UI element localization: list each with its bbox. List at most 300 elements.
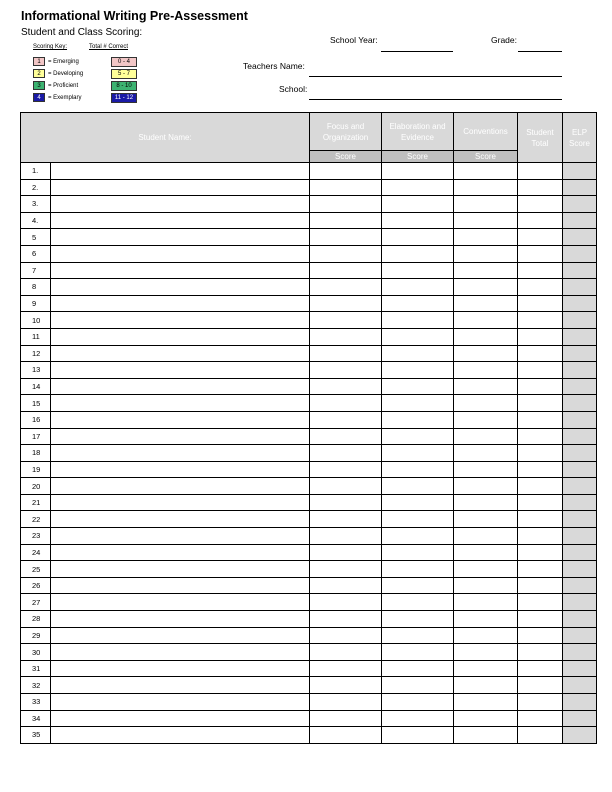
student-name-cell[interactable] [51,362,310,379]
row-number: 32 [21,677,51,694]
elaboration-score-cell[interactable] [382,445,454,462]
table-row [21,196,597,213]
focus-score-cell[interactable] [310,295,382,312]
elaboration-score-cell[interactable] [382,229,454,246]
elp-score-cell[interactable] [563,710,597,727]
school-year-field[interactable] [381,51,453,52]
row-number: 25 [21,561,51,578]
elaboration-score-cell[interactable] [382,362,454,379]
table-row [21,528,597,545]
table-row [21,544,597,561]
student-total-cell[interactable] [518,461,563,478]
elp-score-cell[interactable] [563,295,597,312]
student-name-cell[interactable] [51,411,310,428]
row-number: 14 [21,378,51,395]
student-total-cell[interactable] [518,245,563,262]
table-row [21,395,597,412]
student-name-cell[interactable] [51,312,310,329]
conventions-score-cell[interactable] [454,411,518,428]
table-row [21,660,597,677]
focus-score-cell[interactable] [310,279,382,296]
table-row [21,328,597,345]
elp-score-cell[interactable] [563,428,597,445]
row-number: 16 [21,411,51,428]
focus-score-cell[interactable] [310,312,382,329]
focus-score-cell[interactable] [310,196,382,213]
conventions-score-cell[interactable] [454,644,518,661]
student-name-cell[interactable] [51,611,310,628]
student-name-cell[interactable] [51,279,310,296]
student-total-cell[interactable] [518,445,563,462]
school-label: School: [279,84,308,94]
elp-score-header: ELP Score [563,113,597,163]
elp-score-cell[interactable] [563,511,597,528]
elaboration-score-cell[interactable] [382,428,454,445]
row-number: 8 [21,279,51,296]
student-total-cell[interactable] [518,727,563,744]
table-row [21,212,597,229]
elaboration-score-cell[interactable] [382,163,454,180]
table-row [21,428,597,445]
row-number: 9 [21,295,51,312]
table-row [21,179,597,196]
elp-score-cell[interactable] [563,660,597,677]
focus-score-cell[interactable] [310,660,382,677]
elaboration-score-cell[interactable] [382,644,454,661]
elaboration-score-cell[interactable] [382,295,454,312]
student-total-cell[interactable] [518,660,563,677]
level-name: = Developing [48,70,84,77]
student-total-cell[interactable] [518,694,563,711]
conventions-score-cell[interactable] [454,295,518,312]
table-row [21,727,597,744]
focus-score-cell[interactable] [310,511,382,528]
elp-score-cell[interactable] [563,179,597,196]
conventions-score-cell[interactable] [454,478,518,495]
conventions-score-cell[interactable] [454,328,518,345]
student-name-cell[interactable] [51,494,310,511]
student-rows [21,163,597,744]
teachers-name-field[interactable] [309,76,562,77]
conventions-header: Conventions [454,113,518,151]
conventions-score-cell[interactable] [454,279,518,296]
focus-score-cell[interactable] [310,627,382,644]
student-total-cell[interactable] [518,710,563,727]
elaboration-score-cell[interactable] [382,461,454,478]
conventions-score-cell[interactable] [454,312,518,329]
student-total-cell[interactable] [518,179,563,196]
conventions-score-cell[interactable] [454,163,518,180]
elp-score-cell[interactable] [563,279,597,296]
student-name-cell[interactable] [51,395,310,412]
scoring-key-row [33,56,137,67]
student-total-cell[interactable] [518,577,563,594]
elaboration-score-cell[interactable] [382,279,454,296]
level-number: 1 [33,57,45,66]
row-number: 7 [21,262,51,279]
conventions-score-cell[interactable] [454,445,518,462]
focus-score-cell[interactable] [310,445,382,462]
student-name-cell[interactable] [51,163,310,180]
focus-score-cell[interactable] [310,461,382,478]
elaboration-score-cell[interactable] [382,710,454,727]
student-name-cell[interactable] [51,445,310,462]
table-row [21,577,597,594]
elp-score-cell[interactable] [563,544,597,561]
student-total-cell[interactable] [518,378,563,395]
student-total-cell[interactable] [518,677,563,694]
elaboration-score-cell[interactable] [382,511,454,528]
page-subtitle: Student and Class Scoring: [21,27,143,38]
student-total-cell[interactable] [518,312,563,329]
table-row [21,594,597,611]
row-number: 26 [21,577,51,594]
focus-score-cell[interactable] [310,710,382,727]
focus-score-cell[interactable] [310,428,382,445]
level-name: = Exemplary [48,94,82,101]
student-name-header: Student Name: [21,113,310,163]
row-number: 10 [21,312,51,329]
elp-score-cell[interactable] [563,478,597,495]
table-row [21,378,597,395]
conventions-score-subheader: Score [454,151,518,163]
table-row [21,694,597,711]
elaboration-score-cell[interactable] [382,611,454,628]
student-name-cell[interactable] [51,262,310,279]
table-row [21,627,597,644]
elp-score-cell[interactable] [563,694,597,711]
conventions-score-cell[interactable] [454,179,518,196]
row-number: 33 [21,694,51,711]
elp-score-cell[interactable] [563,411,597,428]
elp-score-cell[interactable] [563,561,597,578]
focus-score-cell[interactable] [310,411,382,428]
elaboration-score-cell[interactable] [382,660,454,677]
row-number: 31 [21,660,51,677]
table-row [21,295,597,312]
scoring-key-row [33,92,137,103]
student-total-cell[interactable] [518,644,563,661]
teachers-name-label: Teachers Name: [243,61,305,71]
conventions-score-cell[interactable] [454,378,518,395]
student-name-cell[interactable] [51,212,310,229]
conventions-score-cell[interactable] [454,594,518,611]
conventions-score-cell[interactable] [454,710,518,727]
level-number: 4 [33,93,45,102]
conventions-score-cell[interactable] [454,245,518,262]
student-total-cell[interactable] [518,163,563,180]
elp-score-cell[interactable] [563,627,597,644]
page-title: Informational Writing Pre-Assessment [21,9,248,23]
table-row [21,611,597,628]
elaboration-score-cell[interactable] [382,528,454,545]
elaboration-score-cell[interactable] [382,212,454,229]
student-name-cell[interactable] [51,644,310,661]
student-total-cell[interactable] [518,494,563,511]
table-row [21,229,597,246]
focus-score-cell[interactable] [310,362,382,379]
table-row [21,312,597,329]
conventions-score-cell[interactable] [454,461,518,478]
student-name-cell[interactable] [51,345,310,362]
student-total-cell[interactable] [518,395,563,412]
student-name-cell[interactable] [51,677,310,694]
conventions-score-cell[interactable] [454,544,518,561]
row-number: 17 [21,428,51,445]
elaboration-score-cell[interactable] [382,196,454,213]
elaboration-score-cell[interactable] [382,262,454,279]
row-number: 5 [21,229,51,246]
elp-score-cell[interactable] [563,445,597,462]
elaboration-score-subheader: Score [382,151,454,163]
elp-score-cell[interactable] [563,328,597,345]
student-total-cell[interactable] [518,262,563,279]
student-name-cell[interactable] [51,229,310,246]
conventions-score-cell[interactable] [454,229,518,246]
student-name-cell[interactable] [51,196,310,213]
level-range: 0 - 4 [111,57,137,67]
school-year-label: School Year: [330,35,378,45]
focus-score-cell[interactable] [310,644,382,661]
student-total-cell[interactable] [518,196,563,213]
student-name-cell[interactable] [51,561,310,578]
elp-score-cell[interactable] [563,577,597,594]
focus-score-subheader: Score [310,151,382,163]
student-total-cell[interactable] [518,362,563,379]
student-name-cell[interactable] [51,179,310,196]
elaboration-score-cell[interactable] [382,561,454,578]
elp-score-cell[interactable] [563,378,597,395]
elp-score-cell[interactable] [563,461,597,478]
elaboration-score-cell[interactable] [382,378,454,395]
level-range: 5 - 7 [111,69,137,79]
focus-score-cell[interactable] [310,611,382,628]
grade-label: Grade: [491,35,517,45]
elaboration-score-cell[interactable] [382,594,454,611]
elp-score-cell[interactable] [563,262,597,279]
row-number: 24 [21,544,51,561]
elaboration-score-cell[interactable] [382,627,454,644]
conventions-score-cell[interactable] [454,395,518,412]
student-total-cell[interactable] [518,328,563,345]
conventions-score-cell[interactable] [454,196,518,213]
elaboration-score-cell[interactable] [382,395,454,412]
focus-score-cell[interactable] [310,212,382,229]
student-name-cell[interactable] [51,660,310,677]
conventions-score-cell[interactable] [454,528,518,545]
student-total-cell[interactable] [518,345,563,362]
level-range: 11 - 12 [111,93,137,103]
student-name-cell[interactable] [51,710,310,727]
student-name-cell[interactable] [51,461,310,478]
student-name-cell[interactable] [51,378,310,395]
elaboration-score-cell[interactable] [382,677,454,694]
elaboration-score-cell[interactable] [382,478,454,495]
elp-score-cell[interactable] [563,229,597,246]
table-row [21,494,597,511]
focus-score-cell[interactable] [310,494,382,511]
focus-score-cell[interactable] [310,262,382,279]
row-number: 6 [21,245,51,262]
elaboration-score-cell[interactable] [382,179,454,196]
student-total-cell[interactable] [518,212,563,229]
table-row [21,677,597,694]
student-total-cell[interactable] [518,229,563,246]
row-number: 12 [21,345,51,362]
focus-score-cell[interactable] [310,694,382,711]
elp-score-cell[interactable] [563,494,597,511]
focus-score-cell[interactable] [310,577,382,594]
row-number: 34 [21,710,51,727]
row-number: 1. [21,163,51,180]
conventions-score-cell[interactable] [454,262,518,279]
table-row [21,511,597,528]
conventions-score-cell[interactable] [454,494,518,511]
conventions-score-cell[interactable] [454,362,518,379]
scoring-key-header: Scoring Key: [33,44,68,50]
conventions-score-cell[interactable] [454,694,518,711]
elp-score-cell[interactable] [563,312,597,329]
school-field[interactable] [309,99,562,100]
elp-score-cell[interactable] [563,245,597,262]
elp-score-cell[interactable] [563,362,597,379]
table-row [21,279,597,296]
student-name-cell[interactable] [51,328,310,345]
student-total-cell[interactable] [518,428,563,445]
student-total-cell[interactable] [518,627,563,644]
elaboration-score-cell[interactable] [382,577,454,594]
student-name-cell[interactable] [51,627,310,644]
elaboration-score-cell[interactable] [382,328,454,345]
table-row [21,561,597,578]
table-row [21,245,597,262]
conventions-score-cell[interactable] [454,212,518,229]
elp-score-cell[interactable] [563,196,597,213]
conventions-score-cell[interactable] [454,627,518,644]
elp-score-cell[interactable] [563,163,597,180]
elaboration-score-cell[interactable] [382,544,454,561]
student-total-cell[interactable] [518,594,563,611]
conventions-score-cell[interactable] [454,677,518,694]
elaboration-score-cell[interactable] [382,494,454,511]
row-number: 19 [21,461,51,478]
conventions-score-cell[interactable] [454,428,518,445]
elaboration-evidence-header: Elaboration and Evidence [382,113,454,151]
student-name-cell[interactable] [51,594,310,611]
student-total-cell[interactable] [518,544,563,561]
table-row [21,644,597,661]
elp-score-cell[interactable] [563,727,597,744]
focus-score-cell[interactable] [310,677,382,694]
row-number: 11 [21,328,51,345]
elaboration-score-cell[interactable] [382,694,454,711]
focus-score-cell[interactable] [310,179,382,196]
elp-score-cell[interactable] [563,611,597,628]
focus-score-cell[interactable] [310,395,382,412]
elp-score-cell[interactable] [563,677,597,694]
elaboration-score-cell[interactable] [382,345,454,362]
student-total-cell[interactable] [518,295,563,312]
focus-score-cell[interactable] [310,163,382,180]
student-total-cell[interactable] [518,511,563,528]
table-row [21,710,597,727]
row-number: 15 [21,395,51,412]
conventions-score-cell[interactable] [454,561,518,578]
row-number: 20 [21,478,51,495]
focus-score-cell[interactable] [310,378,382,395]
level-range: 8 - 10 [111,81,137,91]
focus-score-cell[interactable] [310,727,382,744]
student-total-cell[interactable] [518,411,563,428]
elaboration-score-cell[interactable] [382,245,454,262]
conventions-score-cell[interactable] [454,577,518,594]
scoring-table [20,112,597,744]
elp-score-cell[interactable] [563,528,597,545]
student-name-cell[interactable] [51,295,310,312]
student-name-cell[interactable] [51,428,310,445]
student-total-cell[interactable] [518,478,563,495]
student-name-cell[interactable] [51,478,310,495]
total-correct-header: Total # Correct [89,44,129,50]
elp-score-cell[interactable] [563,594,597,611]
elp-score-cell[interactable] [563,644,597,661]
student-name-cell[interactable] [51,694,310,711]
conventions-score-cell[interactable] [454,345,518,362]
conventions-score-cell[interactable] [454,611,518,628]
student-total-cell[interactable] [518,528,563,545]
student-name-cell[interactable] [51,511,310,528]
level-name: = Emerging [48,58,79,65]
elp-score-cell[interactable] [563,345,597,362]
focus-score-cell[interactable] [310,229,382,246]
row-number: 2. [21,179,51,196]
table-row [21,411,597,428]
conventions-score-cell[interactable] [454,660,518,677]
focus-score-cell[interactable] [310,478,382,495]
elaboration-score-cell[interactable] [382,411,454,428]
focus-score-cell[interactable] [310,561,382,578]
table-row [21,461,597,478]
focus-score-cell[interactable] [310,544,382,561]
conventions-score-cell[interactable] [454,511,518,528]
row-number: 18 [21,445,51,462]
elaboration-score-cell[interactable] [382,727,454,744]
student-total-cell[interactable] [518,279,563,296]
conventions-score-cell[interactable] [454,727,518,744]
table-row [21,262,597,279]
student-total-cell[interactable] [518,611,563,628]
focus-score-cell[interactable] [310,328,382,345]
focus-score-cell[interactable] [310,245,382,262]
elaboration-score-cell[interactable] [382,312,454,329]
student-name-cell[interactable] [51,245,310,262]
student-name-cell[interactable] [51,577,310,594]
row-number: 3. [21,196,51,213]
student-name-cell[interactable] [51,528,310,545]
focus-score-cell[interactable] [310,594,382,611]
focus-score-cell[interactable] [310,528,382,545]
student-total-cell[interactable] [518,561,563,578]
level-number: 2 [33,69,45,78]
elp-score-cell[interactable] [563,395,597,412]
focus-score-cell[interactable] [310,345,382,362]
row-number: 27 [21,594,51,611]
grade-field[interactable] [518,51,562,52]
level-number: 3 [33,81,45,90]
student-name-cell[interactable] [51,544,310,561]
student-name-cell[interactable] [51,727,310,744]
elp-score-cell[interactable] [563,212,597,229]
